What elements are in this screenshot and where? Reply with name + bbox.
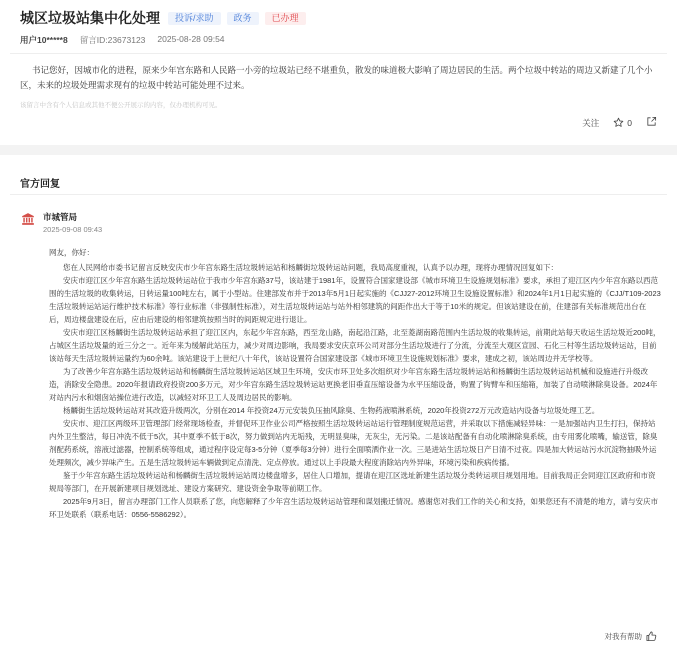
reply-date: 2025-09-08 09:43 <box>43 225 103 234</box>
user-name: 用户10*****8 <box>20 35 68 45</box>
reply-paragraph: 2025年9月3日，留言办理部门工作人员联系了您，向您解释了少年宫生活垃圾转运站管理和谋划搬迁情况。感谢您对我们工作的关心和支持，如果您还有不清楚的地方，请与安庆市环卫处联系（联系电话：0556-5586292）。 <box>49 497 659 519</box>
favorite-button[interactable] <box>613 117 632 128</box>
divider <box>10 194 667 195</box>
section-separator <box>0 145 677 155</box>
helpful-button[interactable] <box>605 631 658 642</box>
domain-tag: 政务 <box>227 12 259 25</box>
message-id: 留言ID:23673123 <box>79 35 146 45</box>
title-row <box>20 8 306 28</box>
helpful-label: 对我有帮助 <box>604 632 642 641</box>
favorite-count: 0 <box>627 117 632 128</box>
divider <box>10 53 667 54</box>
share-icon <box>646 116 657 127</box>
privacy-disclaimer: 该留言中含有个人信息或其他不便公开展示的内容，仅办理机构可见。 <box>20 102 222 109</box>
page-title: 城区垃圾站集中化处理 <box>20 10 160 26</box>
reply-paragraph: 安庆市、迎江区两级环卫管理部门经常现场检查，并督促环卫作业公司严格按照生活垃圾转运站运行管理制度规范运营，并采取以下措施减轻异味：一是加强站内卫生打扫，保持站内外卫生整洁，每日冲洗不低于5次，其中夏季不低于8次，努力做到站内无垢残，无明显臭味，无灰尘，无污染。二是该站配备有自动化喷淋除臭系统，由专用雾化喷嘴，输送管，除臭剂配药系统，溶液过滤器，控制系统等组成，通过程序设定每3-5分钟（夏季每3分钟）进行全面喷洒作业一次。三是进站生活垃圾日产日清不过夜。四是加大转运站污水沉淀物抽吸外运处理频次，减少异味产生。五是生活垃圾转运车辆做到定点清洗、定点停放。通过以上手段最大程度消除站内外异味，环境污染和疾病传播。 <box>49 419 658 467</box>
reply-paragraph: 安庆市迎江区少年宫东路生活垃圾转运站位于我市少年宫东路37号，该站建于1981年，设置符合国家建设部《城市环境卫生设施规划标准》要求，承担了迎江区内少年宫东路以西范围的生活垃圾的收集转运，日转运量100吨左右，属于小型站。住建部发布并于2013年5月1日起实施的《CJJ27-2012环境卫生设施设置标准》和2024年1月1日起实施的《CJJ/T109-2023生活垃圾转运站运行维护技术标准》等行业标准（非强制性标准），对生活垃圾转运站与站外相邻建筑的间距作出大于等于10米的规定。但该站建设在前，住建部有关标准规范出台在后，周边楼盘建设在后，应由后建设的相邻建筑按照当时的间距规定进行退让。 <box>49 276 661 324</box>
share-button[interactable] <box>646 116 657 129</box>
reply-paragraph: 为了改善少年宫东路生活垃圾转运站和杨麟街生活垃圾转运站区域卫生环境，安庆市环卫处多次组织对少年宫东路生活垃圾转运站和杨麟街生活垃圾转运站机械和设施进行升级改造，消除安全隐患。2020年报请政府投资200多万元，对少年宫东路生活垃圾转运站更换老旧垂直压缩设备为水平压缩设备，购置了钩臂车和压缩箱，加装了自动喷淋除臭设备。2024年对站内污水和烟囱站操位进行改造，以减轻对环卫工人及周边居民的影响。 <box>49 367 658 402</box>
type-tag: 投诉/求助 <box>168 12 221 25</box>
reply-paragraph: 鉴于少年宫东路生活垃圾转运站和杨麟街生活垃圾转运站周边楼盘增多，居住人口增加，提请在迎江区选址新建生活垃圾分类转运项目规划用地。目前我局正会同迎江区政府和市资规局等部门，在开展新建项目规划选址、建设方案研究、建设资金争取等前期工作。 <box>49 471 656 493</box>
star-icon <box>613 117 624 128</box>
reply-org-name: 市城管局 <box>43 212 78 222</box>
reply-paragraph: 安庆市迎江区杨麟街生活垃圾转运站承担了迎江区内，东起少年宫东路，西至龙山路，南起沿江路，北至菱湖南路范围内生活垃圾的收集转运，前期此站每天收运生活垃圾近200吨，占城区生活垃圾量的近三分之一。近年来为缓解此站压力，减少对周边影响，我局要求安庆京环公司对部分生活垃圾进行了分流，分流至大观区宣园、石化三村等生活垃圾转运站，目前该站每天生活垃圾转运量约为60余吨。该站建设于上世纪八十年代，该站设置符合国家建设部《城市环境卫生设施规划标准》要求，建成之初，该站周边并无学校等。 <box>49 328 661 363</box>
official-reply-title: 官方回复 <box>20 179 60 190</box>
message-time: 2025-08-28 09:54 <box>157 34 225 44</box>
follow-button[interactable]: 关注 <box>582 117 600 128</box>
government-building-icon <box>21 212 35 226</box>
thumbs-up-icon <box>646 631 657 642</box>
status-badge: 已办理 <box>265 12 306 25</box>
message-meta <box>20 34 237 46</box>
reply-paragraph: 杨麟街生活垃圾转运站对其改造升级两次，分别在2014 年投资24万元安装负压抽风除臭、生物药液喷淋系统，2020年投资272万元改造站内设备与垃圾处理工艺。 <box>63 406 600 415</box>
reply-body <box>49 246 661 521</box>
action-bar <box>582 116 657 129</box>
reply-greeting: 网友，你好： <box>49 248 94 257</box>
complaint-text: 书记您好，因城市化的进程，原来少年宫东路和人民路一小旁的垃圾站已经不堪重负，散发的味道极大影响了周边居民的生活。两个垃圾中转站的周边又新建了几个小区，未来的垃圾处理需求现有的垃圾中转站可能处理不过来。 <box>20 65 653 90</box>
reply-paragraph: 您在人民网给市委书记留言反映安庆市少年宫东路生活垃圾转运站和杨麟街垃圾转运站问题，我局高度重视，认真予以办理，现将办理情况回复如下： <box>63 263 558 272</box>
